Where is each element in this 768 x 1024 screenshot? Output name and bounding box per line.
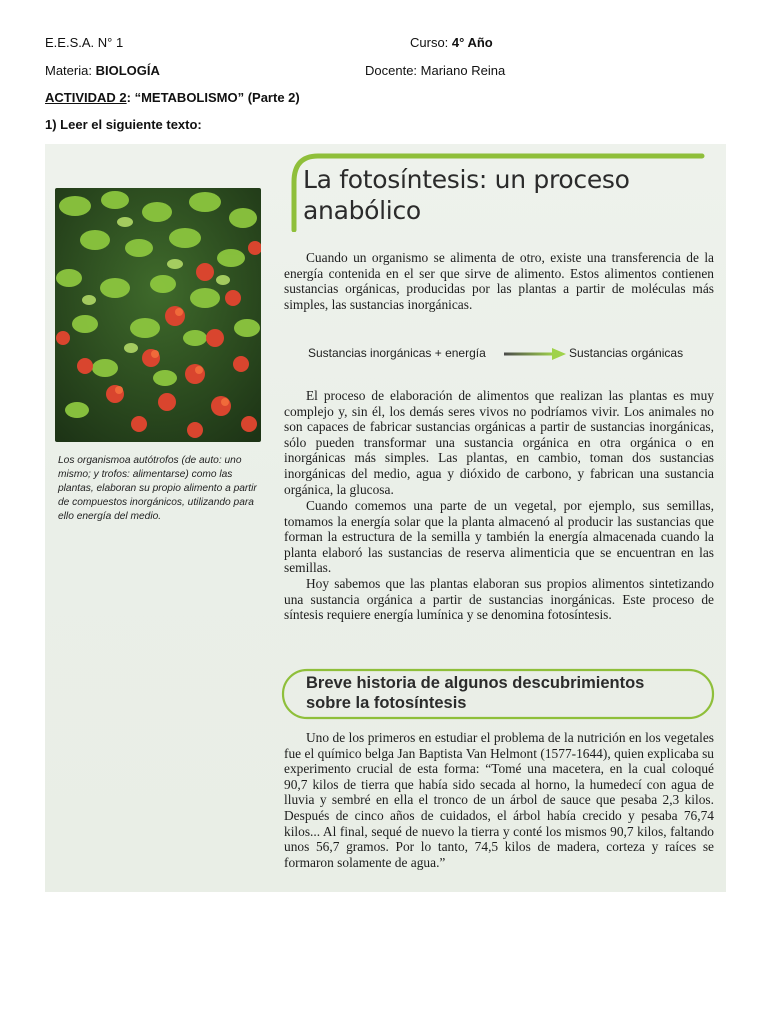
equation-reactants: Sustancias inorgánicas + energía	[308, 346, 486, 360]
history-title-line-1: Breve historia de algunos descubrimientos	[306, 674, 645, 692]
subject-info	[45, 63, 160, 79]
paragraph-2: El proceso de elaboración de alimentos que realizan las plantas es muy complejo y, sin él, los demás seres vivos no podríamos vivir. Los animales no son capaces de fabricar sustancias orgánicas a partir de sustancias inorgánicas, sólo pueden transformar una sustancia orgánica en otra orgánica o en inorgánicas más simples. Las plantas, en cambio, toman dos sustancias inorgánicas del medio, agua y dióxido de carbono, y fabrican una sustancia orgánica, la glucosa.	[284, 388, 714, 497]
history-title	[306, 673, 706, 713]
paragraph-3: Cuando comemos una parte de un vegetal, por ejemplo, sus semillas, tomamos la energía solar que la planta almacenó al producir las sustancias que forman la estructura de la semilla y también la energía almacenada cuando la planta elaboró las sustancias de reserva alimenticia que se encuentran en las semillas.	[284, 498, 714, 576]
section-title	[303, 164, 703, 226]
section-title-line-1: La fotosíntesis: un proceso	[303, 165, 630, 194]
subject-label: Materia:	[45, 63, 96, 78]
arrow-right-icon	[504, 347, 566, 361]
teacher-value: Mariano Reina	[420, 63, 506, 78]
photosynthesis-equation	[308, 345, 726, 363]
textbook-scan	[45, 144, 726, 892]
course-info	[410, 35, 493, 51]
paragraph-5: Uno de los primeros en estudiar el problema de la nutrición en los vegetales fue el químico belga Jan Baptista Van Helmont (1577-1644), quien explicaba su experimento crucial de esta forma: “Tomé una macetera, en la cual coloqué 90,7 kilos de tierra que había sido secada al horno, la humedecí con agua de lluvia y sembré en ella el tronco de un árbol de sauce que pesaba 2,3 kilos. Después de cinco años de cuidados, el árbol había crecido y pesaba 76,74 kilos... Al final, sequé de nuevo la tierra y conté los mismos 90,7 kilos, faltando unos 56,7 gramos. Por lo tanto, 74,5 kilos de madera, corteza y raíces se formaron solamente de agua.”	[284, 730, 714, 870]
oxalis-plant-illustration	[55, 188, 261, 442]
activity-title: : “METABOLISMO” (Parte 2)	[126, 90, 300, 105]
history-title-line-2: sobre la fotosíntesis	[306, 694, 467, 712]
photo-caption: Los organismoa autótrofos (de auto: uno mismo; y trofos: alimentarse) como las plantas, elaboran su propio alimento a partir de compuestos inorgánicos, utilizando para ello energía del medio.	[58, 455, 257, 522]
paragraph-4: Hoy sabemos que las plantas elaboran sus propios alimentos sintetizando una sustancia orgánica a partir de sustancias inorgánicas. Este proceso de síntesis requiere energía lumínica y se denomina fotosíntesis.	[284, 576, 714, 623]
school-name: E.E.S.A. N° 1	[45, 35, 124, 50]
course-label: Curso:	[410, 35, 452, 50]
activity-heading	[45, 90, 300, 106]
teacher-label: Docente:	[365, 63, 421, 78]
paragraph-1: Cuando un organismo se alimenta de otro, existe una transferencia de la energía contenida en el ser que sirve de alimento. Estos alimentos contienen sustancias orgánicas, producidas por las plantas a partir de moléculas más simples, las sustancias inorgánicas.	[284, 250, 714, 312]
activity-label: ACTIVIDAD 2	[45, 90, 127, 105]
plant-photo	[55, 188, 261, 442]
subject-value: BIOLOGÍA	[95, 63, 160, 78]
section-title-line-2: anabólico	[303, 196, 421, 225]
instruction: 1) Leer el siguiente texto:	[45, 117, 202, 132]
course-value: 4° Año	[451, 35, 493, 50]
equation-products: Sustancias orgánicas	[569, 346, 684, 360]
teacher-info	[365, 63, 505, 79]
